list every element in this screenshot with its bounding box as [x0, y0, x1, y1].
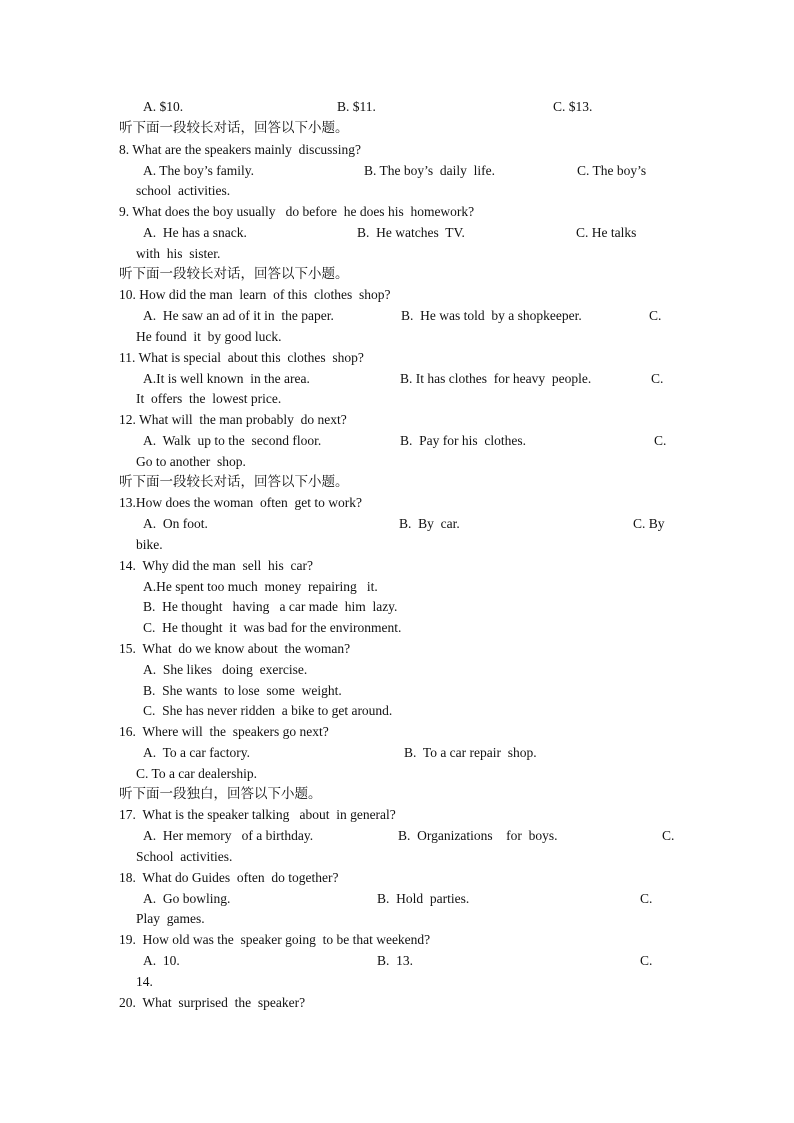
- section-instruction: 听下面一段独白，回答以下小题。: [119, 786, 322, 802]
- option-c: C. By: [633, 516, 665, 531]
- question-9: 9. What does the boy usually do before he does his homework?: [119, 204, 475, 219]
- option-b: B. Hold parties.: [377, 891, 470, 906]
- option-c-continued: with his sister.: [136, 246, 221, 261]
- option-c: C.: [649, 308, 662, 323]
- option-a: A.He spent too much money repairing it.: [143, 579, 378, 594]
- option-b: B. He was told by a shopkeeper.: [401, 308, 582, 323]
- option-c: C.: [654, 433, 667, 448]
- option-a: A. Walk up to the second floor.: [143, 433, 322, 448]
- option-c-continued: School activities.: [136, 849, 233, 864]
- option-b: B. It has clothes for heavy people.: [400, 371, 592, 386]
- option-c-continued: school activities.: [136, 183, 231, 198]
- option-a: A. To a car factory.: [143, 745, 251, 760]
- question-20: 20. What surprised the speaker?: [119, 995, 306, 1010]
- question-13: 13.How does the woman often get to work?: [119, 495, 362, 510]
- option-b: B. Pay for his clothes.: [400, 433, 526, 448]
- option-a: A.It is well known in the area.: [143, 371, 310, 386]
- option-b: B. The boy’s daily life.: [364, 163, 495, 178]
- question-19: 19. How old was the speaker going to be that weekend?: [119, 932, 431, 947]
- option-c-continued: He found it by good luck.: [136, 329, 282, 344]
- question-17: 17. What is the speaker talking about in general?: [119, 807, 396, 822]
- option-b: B. 13.: [377, 953, 414, 968]
- option-c-continued: bike.: [136, 537, 163, 552]
- option-c: C. She has never ridden a bike to get around.: [143, 703, 393, 718]
- option-b: B. To a car repair shop.: [404, 745, 537, 760]
- question-8: 8. What are the speakers mainly discussing?: [119, 142, 361, 157]
- section-instruction: 听下面一段较长对话，回答以下小题。: [119, 266, 349, 282]
- question-10: 10. How did the man learn of this clothes shop?: [119, 287, 391, 302]
- option-c: C. He talks: [576, 225, 637, 240]
- option-c: C. $13.: [553, 99, 593, 114]
- option-b: B. $11.: [337, 99, 376, 114]
- option-c-continued: It offers the lowest price.: [136, 391, 282, 406]
- option-b: B. By car.: [399, 516, 460, 531]
- section-instruction: 听下面一段较长对话，回答以下小题。: [119, 120, 349, 136]
- option-c-continued: Play games.: [136, 911, 205, 926]
- question-18: 18. What do Guides often do together?: [119, 870, 339, 885]
- option-a: A. Her memory of a birthday.: [143, 828, 314, 843]
- option-b: B. He thought having a car made him lazy.: [143, 599, 398, 614]
- section-instruction: 听下面一段较长对话，回答以下小题。: [119, 474, 349, 490]
- option-a: A. 10.: [143, 953, 180, 968]
- option-c-continued: 14.: [136, 974, 153, 989]
- option-a: A. Go bowling.: [143, 891, 231, 906]
- option-a: A. She likes doing exercise.: [143, 662, 308, 677]
- option-b: B. He watches TV.: [357, 225, 465, 240]
- question-12: 12. What will the man probably do next?: [119, 412, 347, 427]
- option-c: C.: [651, 371, 664, 386]
- option-a: A. On foot.: [143, 516, 208, 531]
- option-c: C.: [640, 891, 653, 906]
- question-11: 11. What is special about this clothes shop?: [119, 350, 364, 365]
- question-14: 14. Why did the man sell his car?: [119, 558, 313, 573]
- option-c: C. He thought it was bad for the environment.: [143, 620, 402, 635]
- option-c: C.: [640, 953, 653, 968]
- question-15: 15. What do we know about the woman?: [119, 641, 351, 656]
- option-a: A. He saw an ad of it in the paper.: [143, 308, 334, 323]
- option-b: B. She wants to lose some weight.: [143, 683, 342, 698]
- option-a: A. The boy’s family.: [143, 163, 254, 178]
- option-c: C. The boy’s: [577, 163, 647, 178]
- option-b: B. Organizations for boys.: [398, 828, 558, 843]
- option-c-continued: Go to another shop.: [136, 454, 246, 469]
- option-c: C. To a car dealership.: [136, 766, 258, 781]
- option-c: C.: [662, 828, 675, 843]
- option-a: A. He has a snack.: [143, 225, 247, 240]
- option-a: A. $10.: [143, 99, 184, 114]
- question-16: 16. Where will the speakers go next?: [119, 724, 329, 739]
